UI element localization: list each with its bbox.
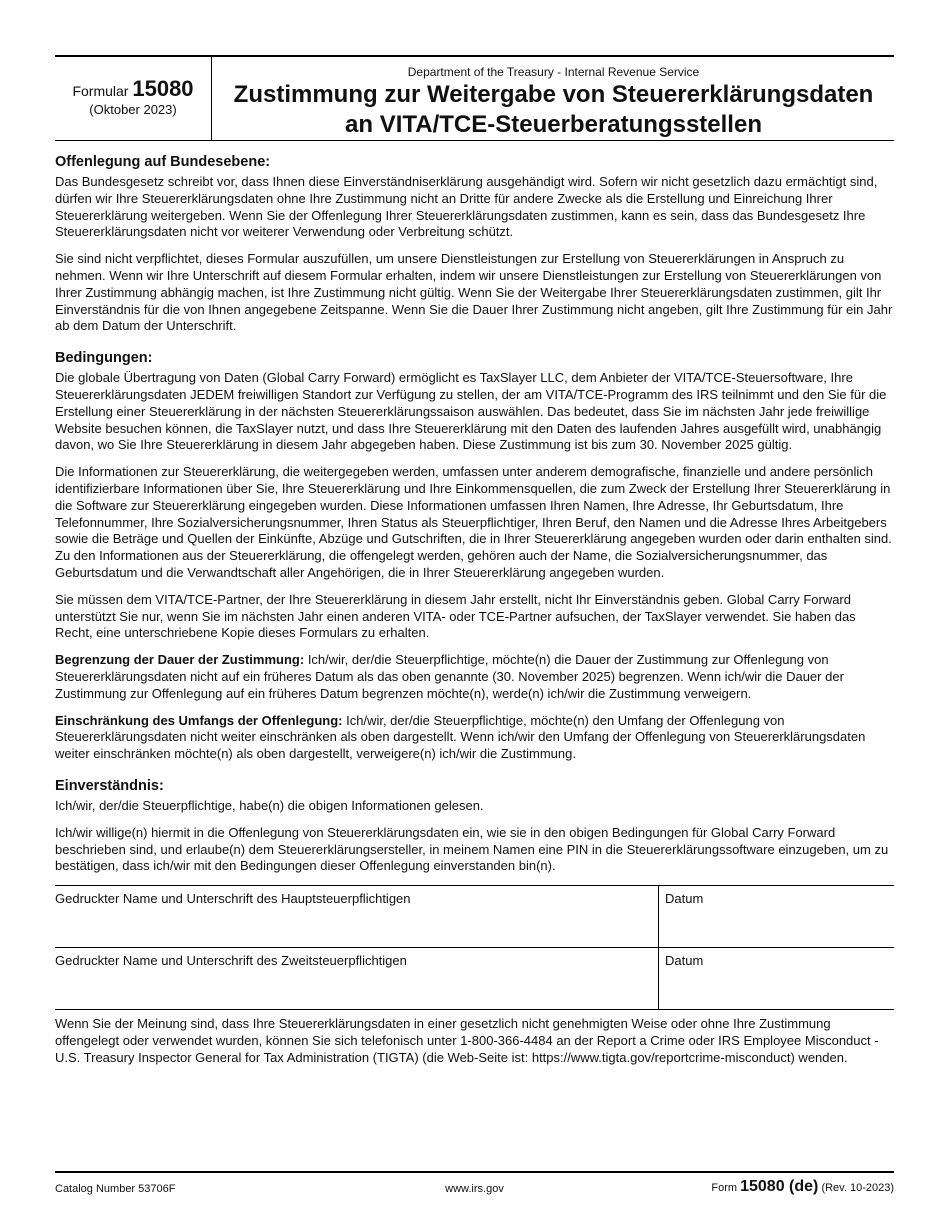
footer-revision: (Rev. 10-2023)	[821, 1182, 894, 1194]
paragraph: Die globale Übertragung von Daten (Global Carry Forward) ermöglicht es TaxSlayer LLC, dem Anbieter der VITA/TCE-Steuersoftware, Ihre Steuererklärungsdaten JEDEM freiwilligen Standort zur Verfügung zu stellen, der am VITA/TCE-Programm des IRS teilnimmt und den Sie für die Erstellung einer Steuererklärung in der nächsten Steuererklärungssaison auswählen. Das bedeutet, dass Sie im nächsten Jahr jede freiwillige Website besuchen können, die TaxSlayer nutzt, und dass Ihre Steuererklärung mit den Daten des laufenden Jahres ausgefüllt wird, unabhängig davon, wo Sie Ihre Steuererklärung in diesem Jahr abgegeben haben. Diese Zustimmung ist bis zum 30. November 2025 gültig.	[55, 370, 887, 453]
form-date: (Oktober 2023)	[89, 102, 177, 117]
primary-date-label: Datum	[665, 891, 704, 907]
paragraph: Das Bundesgesetz schreibt vor, dass Ihnen diese Einverständniserklärung ausgehändigt wird. Sofern wir nicht gesetzlich dazu ermächtigt sind, dürfen wir Ihre Steuererklärungsdaten ohne Ihre Zustimmung nicht an Dritte für andere Zwecke als die Erstellung und Einreichung Ihrer Steuererklärung weitergeben. Wenn Sie der Offenlegung Ihrer Steuererklärungsdaten zustimmen, kann es sein, dass das Bundesgesetz Ihre Steuererklärungsdaten nicht vor weiterer Verwendung oder Verbreitung schützt.	[55, 174, 878, 240]
website-link[interactable]: www.irs.gov	[445, 1183, 504, 1195]
form-body	[55, 141, 894, 1066]
paragraph: Ich/wir willige(n) hiermit in die Offenlegung von Steuererklärungsdaten ein, wie sie in den obigen Bedingungen für Global Carry Forward beschrieben sind, und erlaube(n) dem Steuererklärungsersteller, in meinem Namen eine PIN in die Steuererklärungssoftware einzugeben, um zu bestätigen, dass ich/wir mit den Bedingungen dieser Offenlegung einverstanden bin(n).	[55, 824, 889, 874]
complaint-notice: Wenn Sie der Meinung sind, dass Ihre Steuererklärungsdaten in einer gesetzlich nicht genehmigten Weise oder ohne Ihre Zustimmung offengelegt oder verwendet wurden, können Sie sich telefonisch unter 1-800-366-4484 an der Report a Crime oder IRS Employee Misconduct - U.S. Treasury Inspector General for Tax Administration (TIGTA) (die Web-Seite ist: https://www.tigta.gov/reportcrime-misconduct) wenden.	[55, 1016, 879, 1065]
section-disclosure	[55, 153, 894, 335]
signature-row-primary	[55, 886, 894, 947]
paragraph: Sie sind nicht verpflichtet, dieses Formular auszufüllen, um unsere Dienstleistungen zur Erstellung von Steuererklärungen in Anspruch zu nehmen. Wenn wir Ihre Unterschrift auf diesem Formular erhalten, indem wir unsere Dienstleistungen zur Erstellung von Steuererklärungen von Ihrer Zustimmung abhängig machen, ist Ihre Zustimmung nicht gültig. Wenn Sie der Weitergabe Ihrer Steuererklärungsdaten zustimmen, gilt Ihr Einverständnis für die von Ihnen angegebene Zeitspanne. Wenn Sie die Dauer Ihrer Zustimmung nicht angeben, gilt Ihre Zustimmung für ein Jahr ab dem Datum der Unterschrift.	[55, 251, 893, 334]
signature-table	[55, 885, 894, 1010]
section-heading: Offenlegung auf Bundesebene:	[55, 154, 271, 170]
secondary-date-label: Datum	[665, 953, 704, 969]
form-header	[55, 55, 894, 141]
secondary-signature-field[interactable]	[55, 948, 659, 1009]
secondary-signature-label: Gedruckter Name und Unterschrift des Zweitsteuerpflichtigen	[55, 953, 407, 969]
form-title-line2: an VITA/TCE-Steuerberatungsstellen	[345, 111, 762, 138]
section-consent	[55, 777, 894, 875]
form-title	[213, 80, 894, 140]
primary-signature-label: Gedruckter Name und Unterschrift des Hauptsteuerpflichtigen	[55, 891, 411, 907]
section-heading: Bedingungen:	[55, 350, 153, 367]
paragraph-text: Ich/wir, der/die Steuerpflichtige, möchte(n) die Dauer der Zustimmung zur Offenlegung von Steuererklärungsdaten nicht auf ein früheres Datum als das oben genannte (30. November 2025) begrenzen. Wenn ich/wir die Dauer der Zustimmung zur Offenlegung auf ein früheres Datum begrenzen möchte(n), werde(n) ich/wir die Zustimmung verweigern.	[55, 652, 844, 701]
form-footer	[55, 1171, 894, 1203]
paragraph-lead: Einschränkung des Umfangs der Offenlegung:	[55, 712, 343, 728]
section-heading: Einverständnis:	[55, 777, 164, 794]
agency-name: Department of the Treasury - Internal Revenue Service	[407, 65, 700, 79]
footer-form-prefix: Form	[711, 1182, 738, 1194]
paragraph: Die Informationen zur Steuererklärung, die weitergegeben werden, umfassen unter anderem demografische, finanzielle und andere persönlich identifizierbare Informationen über Sie, Ihre Steuererklärung und Ihre Einkommensquellen, die zum Zweck der Erstellung Ihrer Steuererklärung in die Software zur Steuererklärung eingegeben wurden. Diese Informationen umfassen Ihren Namen, Ihre Adresse, Ihr Geburtsdatum, Ihre Telefonnummer, Ihre Sozialversicherungsnummer, Ihren Status als Steuerpflichtiger, Ihren Beruf, den Namen und die Adresse Ihres Arbeitgebers sowie die Beträge und Quellen der Einkünfte, Abzüge und Gutschriften, die in Ihrer Steuererklärung angegeben wurden oder darin enthalten sind. Zu den Informationen aus der Steuererklärung, die offengelegt werden, gehören auch der Name, die Sozialversicherungsnummer, das Geburtsdatum und die Verwandtschaft aller Angehörigen, die in Ihrer Steuererklärung angegeben wurden.	[55, 464, 892, 580]
paragraph	[55, 652, 894, 702]
paragraph-text: Ich/wir, der/die Steuerpflichtige, möchte(n) den Umfang der Offenlegung von Steuererklärungsdaten nicht weiter einschränken als oben dargestellt. Wenn ich/wir den Umfang der Offenlegung von Steuererklärungsdaten weiter einschränken möchte(n) als oben dargestellt, verweigere(n) ich/wir die Zustimmung.	[55, 712, 866, 762]
form-page	[55, 55, 894, 1076]
form-prefix: Formular	[72, 83, 129, 99]
form-title-line1: Zustimmung zur Weitergabe von Steuererklärungsdaten	[233, 81, 874, 108]
signature-row-secondary	[55, 947, 894, 1009]
form-number: 15080	[132, 76, 194, 101]
title-block	[213, 57, 894, 140]
paragraph: Ich/wir, der/die Steuerpflichtige, habe(n) die obigen Informationen gelesen.	[55, 797, 484, 813]
footer-form-id	[711, 1178, 894, 1196]
form-identifier	[55, 57, 212, 140]
secondary-date-field[interactable]	[659, 948, 894, 1009]
primary-signature-field[interactable]	[55, 886, 659, 947]
section-conditions	[55, 349, 894, 763]
footer-form-number: 15080 (de)	[740, 1178, 819, 1195]
paragraph	[55, 713, 894, 763]
paragraph: Sie müssen dem VITA/TCE-Partner, der Ihre Steuererklärung in diesem Jahr erstellt, nicht Ihr Einverständnis geben. Global Carry Forward unterstützt Sie nur, wenn Sie im nächsten Jahr einen anderen VITA- oder TCE-Partner aufsuchen, der TaxSlayer verwendet. Sie haben das Recht, eine unterschriebene Kopie dieses Formulars zu erhalten.	[55, 591, 856, 641]
primary-date-field[interactable]	[659, 886, 894, 947]
paragraph-lead: Begrenzung der Dauer der Zustimmung:	[55, 652, 305, 668]
catalog-number: Catalog Number 53706F	[55, 1183, 176, 1195]
